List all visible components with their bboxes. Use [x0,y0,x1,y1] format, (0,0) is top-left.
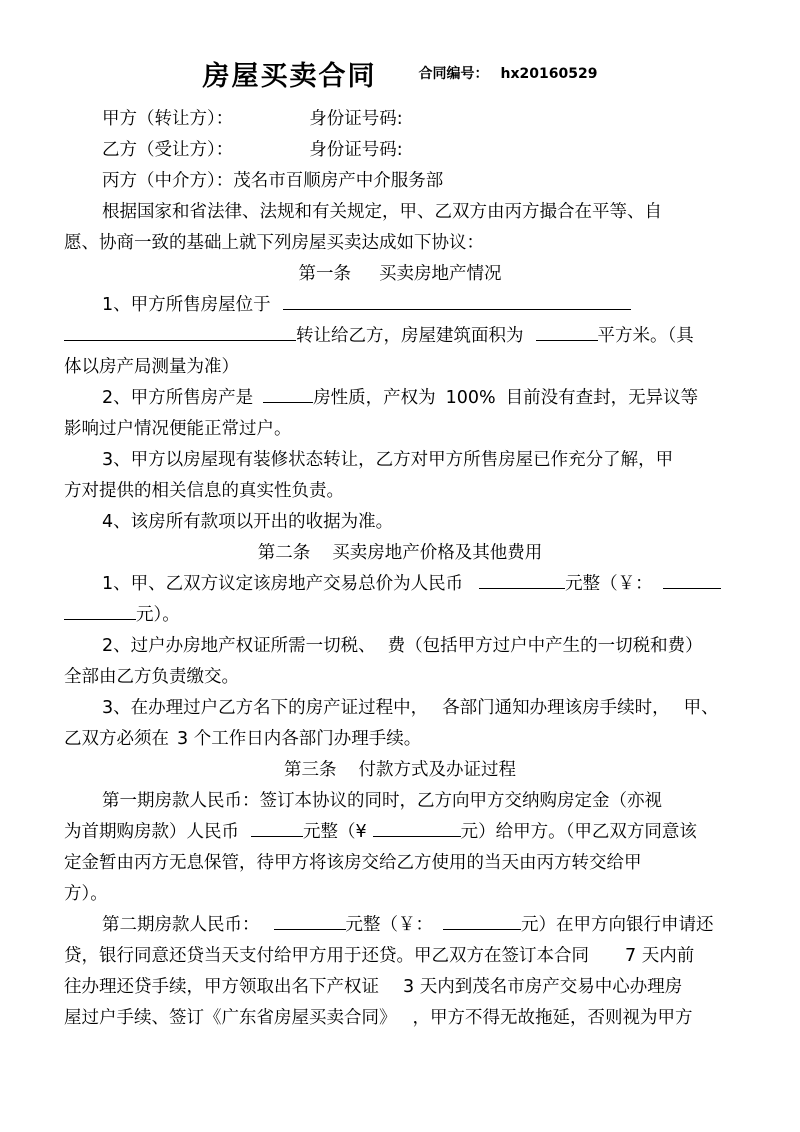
text-run: 3、在办理过户乙方名下的房产证过程中， [102,698,429,718]
text-run: 全部由乙方负责缴交。 [64,667,239,687]
party-c-line [64,166,736,197]
blank-underline[interactable] [536,335,598,341]
blank-underline[interactable] [283,304,631,310]
text-run: 2、过户办房地产权证所需一切税、 [102,636,376,656]
blank-underline[interactable] [64,614,136,620]
preamble-line-2 [64,228,736,259]
text-run: 第二期房款人民币： [102,915,260,935]
text-run: 丙方（中介方）：茂名市百顺房产中介服务部 [102,171,444,191]
text-run: 贷，银行同意还贷当天支付给甲方用于还贷。甲乙双方在签订本合同 [64,946,589,966]
text-run: 元整（￥： [565,574,653,594]
text-run: 元）在甲方向银行申请还 [521,915,714,935]
spacer [233,154,309,155]
text-run: 第二条 [257,543,311,563]
text-run: 第一期房款人民币：签订本协议的同时，乙方向甲方交纳购房定金（亦视 [102,791,662,811]
spacer [397,1022,413,1023]
spacer [428,712,442,713]
payment-1-line-4 [64,879,736,910]
payment-1-line-3 [64,848,736,879]
document-header [64,52,736,94]
article-1-heading [64,259,736,290]
article-3-heading [64,755,736,786]
clause-2-2-line-2 [64,662,736,693]
blank-underline[interactable] [373,831,461,837]
text-run: 甲方（转让方）： [102,109,234,129]
text-run: 元）给甲方。（甲乙双方同意该 [460,822,697,842]
blank-underline[interactable] [479,583,565,589]
clause-2-1-line-2 [64,600,736,631]
clause-1-1-line-3 [64,352,736,383]
clause-1-1-line-1 [64,290,736,321]
text-run: 甲、 [683,698,719,718]
spacer [433,929,443,930]
text-run: 愿、协商一致的基础上就下列房屋买卖达成如下协议： [64,233,484,253]
payment-2-line-3 [64,972,736,1003]
clause-1-2-line-2 [64,414,736,445]
contract-number-value: hx20160529 [500,66,598,82]
spacer [253,402,263,403]
text-run: 2、甲方所售房产是 [102,388,254,408]
spacer [463,588,479,589]
text-run: 平方米。（具 [597,326,694,346]
text-run: 根据国家和省法律、法规和有关规定，甲、乙双方由丙方撮合在平等、自 [102,202,662,222]
text-run: 买卖房地产情况 [379,264,502,284]
blank-underline[interactable] [274,924,346,930]
text-run: 往办理还贷手续，甲方领取出名下产权证 [64,977,379,997]
spacer [589,960,625,961]
text-run: 付款方式及办证过程 [358,760,516,780]
clause-1-3-line-2 [64,476,736,507]
payment-2-line-2 [64,941,736,972]
text-run: 屋过户手续、签订《广东省房屋买卖合同》 [64,1008,397,1028]
text-run: 元整（¥ [303,822,367,842]
spacer [670,712,684,713]
spacer [436,402,446,403]
text-run: ，甲方不得无故拖延，否则视为甲方 [412,1008,693,1028]
text-run: 3 天内到茂名市房产交易中心办理房 [403,977,683,997]
text-run: 影响过户情况便能正常过户。 [64,419,292,439]
text-run: 方对提供的相关信息的真实性负责。 [64,481,344,501]
payment-1-line-1 [64,786,736,817]
spacer [379,991,403,992]
spacer [271,309,283,310]
clause-2-3-line-1 [64,693,736,724]
payment-1-line-2 [64,817,736,848]
text-run: 乙双方必须在 [64,729,169,749]
text-run: 1、甲、乙双方议定该房地产交易总价为人民币 [102,574,464,594]
article-2-heading [64,538,736,569]
text-run: 7 天内前 [625,946,695,966]
spacer [239,836,251,837]
spacer [337,774,359,775]
text-run: 费（包括甲方过户中产生的一切税和费） [387,636,703,656]
clause-1-2-line-1 [64,383,736,414]
text-run: 4、该房所有款项以开出的收据为准。 [102,512,394,532]
text-run: 各部门通知办理该房手续时， [442,698,670,718]
text-run: 转让给乙方，房屋建筑面积为 [296,326,524,346]
page-title: 房屋买卖合同 [202,60,377,92]
blank-underline[interactable] [663,583,721,589]
text-run: 乙方（受让方）： [102,140,234,160]
spacer [233,123,309,124]
text-run: 目前没有查封，无异议等 [505,388,699,408]
text-run: 元整（￥： [345,915,433,935]
text-run: 方）。 [64,884,108,904]
payment-2-line-1 [64,910,736,941]
clause-2-3-line-2 [64,724,736,755]
text-run: 元）。 [136,605,180,625]
text-run: 第一条 [298,264,351,284]
payment-2-line-4 [64,1003,736,1034]
text-run: 100% [445,388,496,408]
party-b-line [64,135,736,166]
text-run: 3 个工作日内各部门办理手续。 [177,729,422,749]
party-a-line [64,104,736,135]
spacer [496,402,506,403]
text-run: 定金暂由丙方无息保管，待甲方将该房交给乙方使用的当天由丙方转交给甲 [64,853,642,873]
text-run: 3、甲方以房屋现有装修状态转让，乙方对甲方所售房屋已作充分了解，甲 [102,450,674,470]
text-run: 1、甲方所售房屋位于 [102,295,271,315]
spacer [260,929,274,930]
spacer [653,588,663,589]
text-run: 体以房产局测量为准） [64,357,239,377]
contract-number-label: 合同编号： [418,66,489,82]
text-run: 身份证号码: [309,109,403,129]
text-run: 为首期购房款）人民币 [64,822,239,842]
spacer [351,278,379,279]
clause-2-1-line-1 [64,569,736,600]
clause-1-1-line-2 [64,321,736,352]
text-run: 身份证号码: [309,140,403,160]
clause-1-3-line-1 [64,445,736,476]
blank-underline[interactable] [251,831,303,837]
blank-underline[interactable] [263,397,313,403]
clause-1-4-line-1 [64,507,736,538]
preamble-line-1 [64,197,736,228]
spacer [169,743,177,744]
spacer [310,557,332,558]
spacer [524,340,536,341]
spacer [376,650,388,651]
clause-2-2-line-1 [64,631,736,662]
text-run: 买卖房地产价格及其他费用 [332,543,543,563]
blank-underline[interactable] [64,335,296,341]
document-body [64,104,736,1034]
text-run: 房性质，产权为 [313,388,436,408]
blank-underline[interactable] [443,924,521,930]
text-run: 第三条 [284,760,337,780]
contract-number [419,63,598,83]
